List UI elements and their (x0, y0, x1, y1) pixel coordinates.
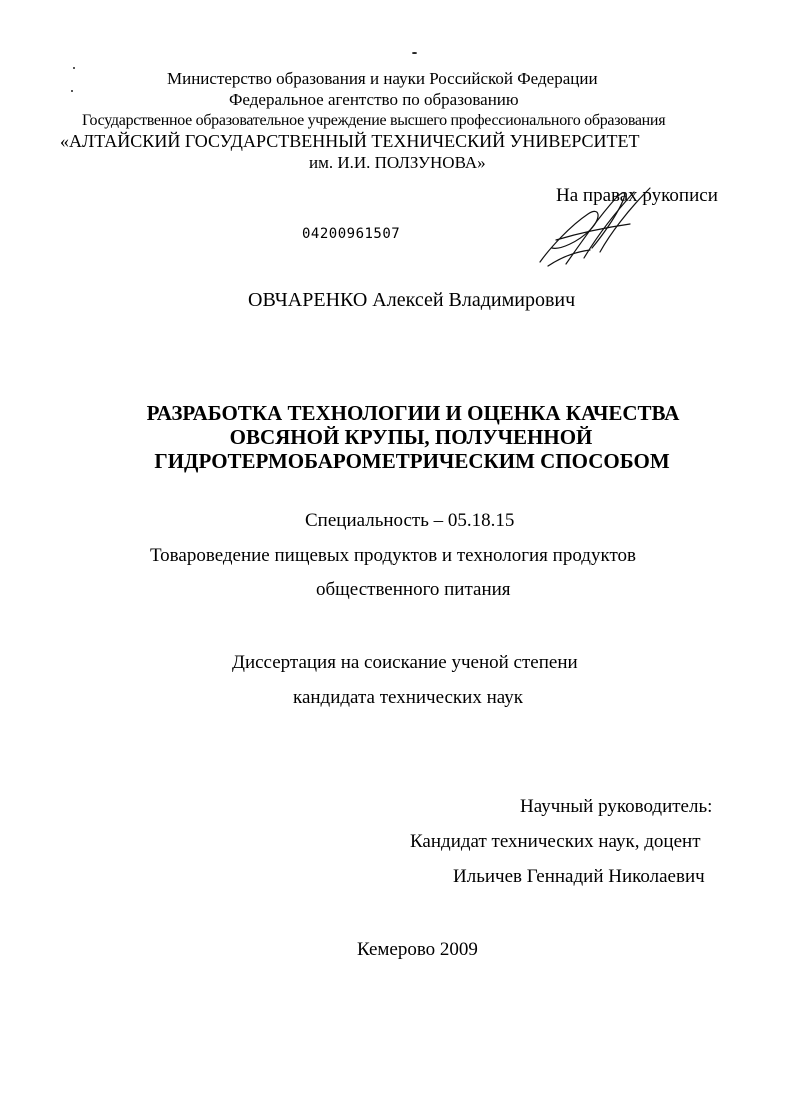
scan-speck (73, 67, 75, 69)
thesis-title-line-2: ОВСЯНОЙ КРУПЫ, ПОЛУЧЕННОЙ (229, 425, 593, 449)
supervisor-label: Научный руководитель: (520, 796, 713, 817)
scan-speck (412, 52, 417, 54)
manuscript-note: На правах рукописи (556, 185, 718, 206)
ministry-name: Министерство образования и науки Российской Федерации (167, 69, 598, 88)
scan-speck (71, 90, 73, 92)
signature-icon (530, 178, 660, 270)
degree-line-1: Диссертация на соискание ученой степени (232, 652, 578, 673)
thesis-title-line-3: ГИДРОТЕРМОБАРОМЕТРИЧЕСКИМ СПОСОБОМ (154, 449, 670, 473)
specialty-name-line-2: общественного питания (316, 579, 511, 600)
university-name: «АЛТАЙСКИЙ ГОСУДАРСТВЕННЫЙ ТЕХНИЧЕСКИЙ УНИВЕРСИТЕТ (60, 131, 640, 151)
registration-number: 04200961507 (302, 226, 401, 242)
degree-line-2: кандидата технических наук (293, 687, 523, 708)
city-year: Кемерово 2009 (357, 939, 478, 960)
supervisor-rank: Кандидат технических наук, доцент (410, 831, 701, 852)
thesis-title-line-1: РАЗРАБОТКА ТЕХНОЛОГИИ И ОЦЕНКА КАЧЕСТВА (146, 401, 680, 425)
university-name-suffix: им. И.И. ПОЛЗУНОВА» (309, 153, 486, 172)
specialty-name-line-1: Товароведение пищевых продуктов и технология продуктов (150, 545, 636, 566)
supervisor-name: Ильичев Геннадий Николаевич (453, 866, 705, 887)
agency-name: Федеральное агентство по образованию (229, 90, 519, 109)
author-name: ОВЧАРЕНКО Алексей Владимирович (248, 289, 576, 311)
specialty-code: Специальность – 05.18.15 (305, 510, 515, 531)
institution-type: Государственное образовательное учреждение высшего профессионального образования (82, 112, 666, 129)
